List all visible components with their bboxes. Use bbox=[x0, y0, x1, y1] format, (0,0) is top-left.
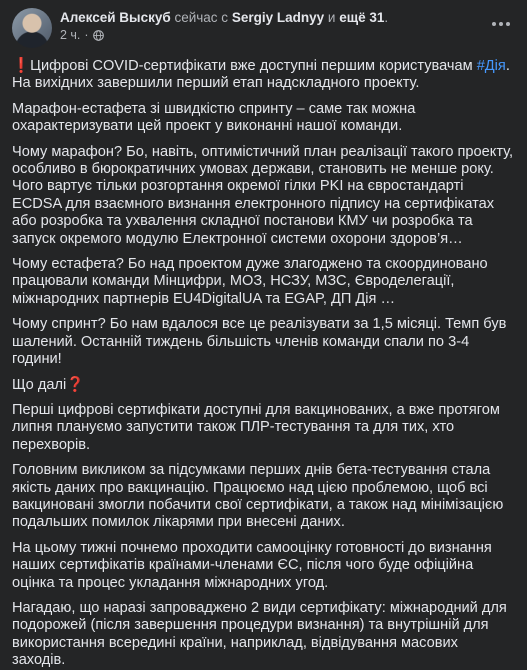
action-text: сейчас с bbox=[174, 10, 229, 25]
post-header-text bbox=[60, 8, 487, 44]
post-body bbox=[12, 58, 515, 670]
author-line bbox=[60, 9, 487, 27]
author-name[interactable]: Алексей Выскуб bbox=[60, 10, 171, 25]
paragraph-2: Марафон-естафета зі швидкістю спринту – саме так можна охарактеризувати цей проект у виконанні нашої команди. bbox=[12, 100, 416, 135]
paragraph-10: Нагадаю, що наразі запроваджено 2 види сертифікату: міжнародний для подорожей (після завершення процедури визнання) та внутрішній для використання всередині країни, наприклад, відвідування масових заходів. bbox=[12, 599, 507, 669]
paragraph-8: Головним викликом за підсумками перших днів бета-тестування стала якість даних про вакцинацію. Працюємо над цією проблемою, щоб всі вакциновані змогли побачити свої сертифікати, а також над мінімізацією подальших помилок лікарями при внесені даних. bbox=[12, 462, 504, 531]
dot-icon bbox=[506, 22, 510, 26]
meta-separator: · bbox=[84, 28, 89, 42]
paragraph-5: Чому спринт? Бо нам вдалося все це реалізувати за 1,5 місяці. Темп був шалений. Останній тиждень більшість членів команди спали по 3-4 години! bbox=[12, 316, 507, 368]
paragraph-3: Чому марафон? Бо, навіть, оптимістичний план реалізації такого проекту, особливо в бюрократичних умовах держави, становить не менше року. Чого вартує тільки розгортання окремої гілки PKI на євростандарті ECDSA для взаємного визнання електронного підпису на сертифікатах або розробка та ухвалення складної постанови КМУ чи розробка та запуск окремого модулю Електронної системи охорони здоров’я… bbox=[12, 143, 514, 247]
globe-icon[interactable] bbox=[93, 30, 104, 41]
more-options-button[interactable] bbox=[487, 10, 515, 38]
exclamation-icon: ❗ bbox=[12, 58, 31, 74]
tagged-user[interactable]: Sergiy Ladnyy bbox=[231, 10, 325, 25]
paragraph-text: . На вихідних завершили перший етап надскладного проекту. bbox=[12, 58, 510, 92]
paragraph-7: Перші цифрові сертифікати доступні для вакцинованих, а вже протягом липня плануємо запустити також ПЛР-тестування та для тих, хто перехворів. bbox=[12, 401, 500, 453]
post-meta bbox=[60, 27, 487, 44]
paragraph-text: Цифрові COVID-сертифікати вже доступні першим користувачам bbox=[30, 58, 477, 74]
hashtag-link[interactable]: #Дія bbox=[476, 58, 506, 74]
paragraph-6 bbox=[12, 377, 515, 394]
dot-icon bbox=[492, 22, 496, 26]
paragraph-1 bbox=[12, 58, 515, 93]
post-time[interactable]: 2 ч. bbox=[60, 28, 81, 42]
others-link[interactable]: ещё 31 bbox=[339, 10, 385, 25]
period: . bbox=[384, 10, 389, 25]
question-mark-icon: ❓ bbox=[66, 376, 85, 393]
post-header bbox=[12, 8, 515, 48]
and-text: и bbox=[327, 10, 336, 25]
paragraph-4: Чому естафета? Бо над проектом дуже злагоджено та скоординовано працювали команди Мінцифри, МОЗ, НСЗУ, МЗС, Євроделегації, міжнародних партнерів EU4DigitalUA та EGAP, ДП Дія … bbox=[12, 256, 488, 307]
paragraph-text: Що далі bbox=[12, 376, 67, 393]
dot-icon bbox=[499, 22, 503, 26]
paragraph-9: На цьому тижні почнемо проходити самооцінку готовності до визнання наших сертифікатів країнами-членами ЄС, після чого буде офіційна оцінка та процес укладання міжнародних угод. bbox=[12, 539, 492, 591]
author-avatar[interactable] bbox=[12, 8, 52, 48]
